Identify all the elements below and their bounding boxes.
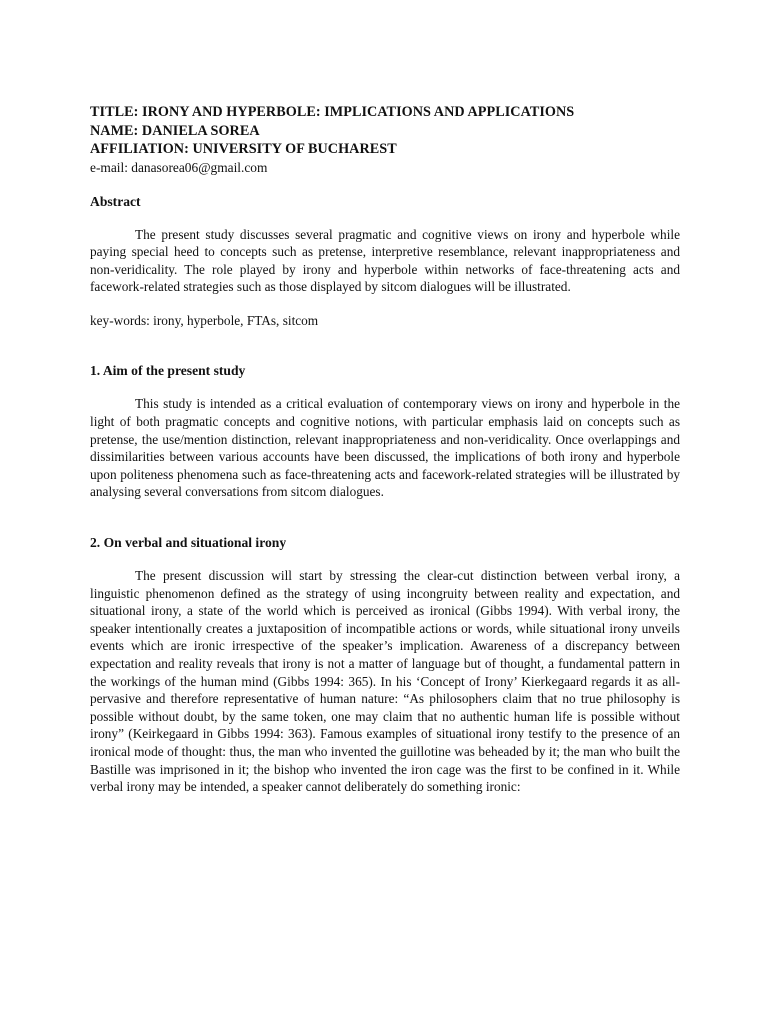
section-1-text: This study is intended as a critical evaluation of contemporary views on irony and hyperbole in the light of both pragmatic concepts and cognitive notions, with particular emphasis laid on concepts such as pretense, the use/mention distinction, relevant inappropriateness and non-veridicality. Once overlappings and dissimilarities between various accounts have been discussed, the implications of both irony and hyperbole upon politeness phenomena such as face-threatening acts and facework-related strategies will be illustrated by analysing several conversations from sitcom dialogues.: [90, 396, 680, 500]
author-affiliation: AFFILIATION: UNIVERSITY OF BUCHAREST: [90, 141, 397, 157]
section-2-text: The present discussion will start by stressing the clear-cut distinction between verbal irony, a linguistic phenomenon defined as the strategy of using incongruity between reality and expectation, and situational irony, a state of the world which is perceived as ironical (Gibbs 1994). With verbal irony, the speaker intentionally creates a juxtaposition of incompatible actions or words, while situational irony unveils events which are ironic irrespective of the speaker’s implication. Awareness of a discrepancy between expectation and reality reveals that irony is not a matter of language but of thought, a fundamental pattern in the workings of the human mind (Gibbs 1994: 365). In his ‘Concept of Irony’ Kierkegaard regards it as all-pervasive and therefore representative of human nature: “As philosophers claim that no true philosophy is possible without doubt, by the same token, one may claim that no authentic human life is possible without irony” (Keirkegaard in Gibbs 1994: 363). Famous examples of situational irony testify to the presence of an ironical mode of thought: thus, the man who invented the guillotine was beheaded by it; the man who built the Bastille was imprisoned in it; the bishop who invented the iron cage was the first to be confined in it. While verbal irony may be intended, a speaker cannot deliberately do something ironic:: [90, 568, 680, 795]
abstract-heading: Abstract: [90, 193, 141, 209]
abstract-text: The present study discusses several pragmatic and cognitive views on irony and hyperbole while paying special heed to concepts such as pretense, interpretive resemblance, relevant inappropriateness and non-veridicality. The role played by irony and hyperbole within networks of face-threatening acts and facework-related strategies such as those displayed by sitcom dialogues will be illustrated.: [90, 226, 680, 295]
section-1-heading: 1. Aim of the present study: [90, 363, 246, 379]
section-2-heading: 2. On verbal and situational irony: [90, 535, 287, 551]
keywords: key-words: irony, hyperbole, FTAs, sitcom: [90, 312, 319, 328]
paper-title: TITLE: IRONY AND HYPERBOLE: IMPLICATIONS AND APPLICATIONS: [90, 104, 575, 120]
document-page: [90, 103, 680, 796]
author-name: NAME: DANIELA SOREA: [90, 122, 260, 139]
author-email: e-mail: danasorea06@gmail.com: [90, 159, 268, 175]
